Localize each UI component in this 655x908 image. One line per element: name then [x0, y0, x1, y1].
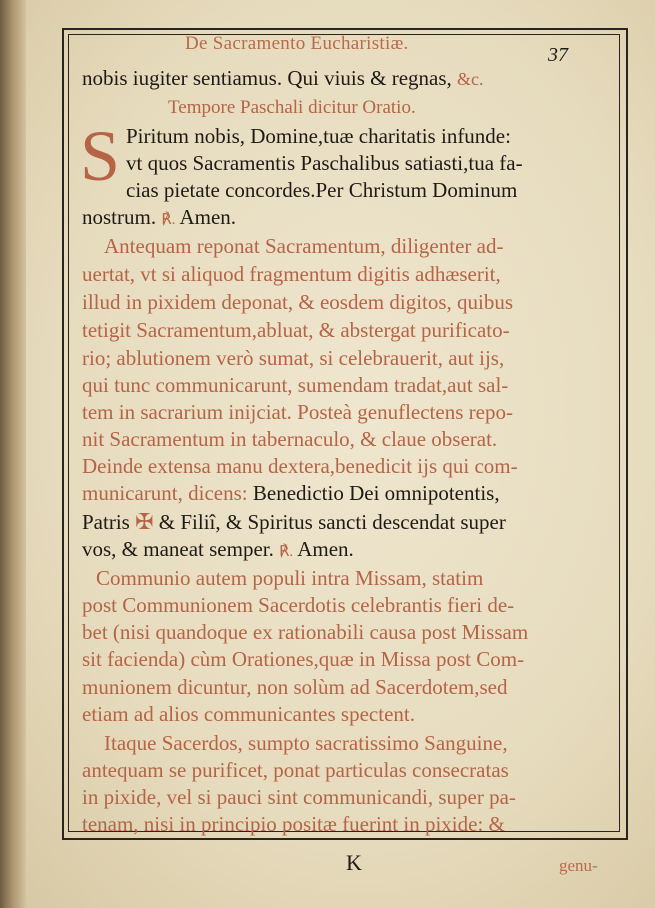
response-symbol: ℟.: [279, 544, 294, 560]
text-line: Patris ✠ & Filiî, & Spiritus sancti descendat super: [82, 509, 506, 534]
rubric-line: qui tunc communicarunt, sumendam tradat,aut sal-: [82, 373, 509, 397]
rubric-line: Itaque Sacerdos, sumpto sacratissimo Sanguine,: [104, 731, 508, 755]
page-number: 37: [548, 44, 568, 66]
catchword: genu-: [559, 856, 598, 875]
rubric-line: post Communionem Sacerdotis celebrantis fieri de-: [82, 593, 515, 617]
cross-icon: ✠: [135, 509, 154, 534]
running-title: De Sacramento Eucharistiæ.: [185, 33, 409, 54]
text-line: vt quos Sacramentis Paschalibus satiasti,tua fa-: [126, 151, 523, 175]
text-line: municarunt, dicens: Benedictio Dei omnipotentis,: [82, 481, 500, 505]
rubric-line: tem in sacrarium inijciat. Posteà genuflectens repo-: [82, 400, 513, 424]
rubric-line: in pixide, vel si pauci sint communicandi, super pa-: [82, 785, 516, 809]
rubric-line: sit facienda) cùm Orationes,quæ in Missa post Com-: [82, 647, 525, 671]
rubric-line: bet (nisi quandoque ex rationabili causa post Missam: [82, 620, 529, 644]
rubric-line: antequam se purificet, ponat particulas consecratas: [82, 758, 509, 782]
rubric-line: uertat, vt si aliquod fragmentum digitis adhæserit,: [82, 262, 501, 286]
rubric-line: nit Sacramentum in tabernaculo, & claue obserat.: [82, 427, 498, 451]
rubric-line: munionem dicuntur, non solùm ad Sacerdotem,sed: [82, 675, 508, 699]
text-line: nobis iugiter sentiamus. Qui viuis & regnas, &c.: [82, 66, 484, 90]
rubric-line: etiam ad alios communicantes spectent.: [82, 702, 415, 726]
signature-mark: K: [346, 850, 362, 875]
rubric-line: Communio autem populi intra Missam, statim: [96, 566, 484, 590]
rubric-title: Tempore Paschali dicitur Oratio.: [168, 97, 416, 118]
text-line: cias pietate concordes.Per Christum Dominum: [126, 178, 518, 202]
text-line: nostrum. ℟. Amen.: [82, 205, 237, 229]
rubric-line: Antequam reponat Sacramentum, diligenter ad-: [104, 234, 504, 258]
response-symbol: ℟.: [161, 212, 176, 228]
rubric-line: rio; ablutionem verò sumat, si celebrauerit, aut ijs,: [82, 346, 505, 370]
rubric-line: illud in pixidem deponat, & eosdem digitos, quibus: [82, 290, 514, 314]
rubric-line: Deinde extensa manu dextera,benedicit ijs qui com-: [82, 454, 518, 478]
binding-gutter: [0, 0, 26, 908]
rubric-line: tenam, nisi in principio positæ fuerint in pixide: &: [82, 812, 505, 836]
rubric-line: tetigit Sacramentum,abluat, & abstergat purificato-: [82, 318, 510, 342]
drop-capital: S: [80, 116, 121, 196]
text-line: Piritum nobis, Domine,tuæ charitatis infunde:: [126, 124, 511, 148]
text-line: vos, & maneat semper. ℟. Amen.: [82, 537, 354, 561]
